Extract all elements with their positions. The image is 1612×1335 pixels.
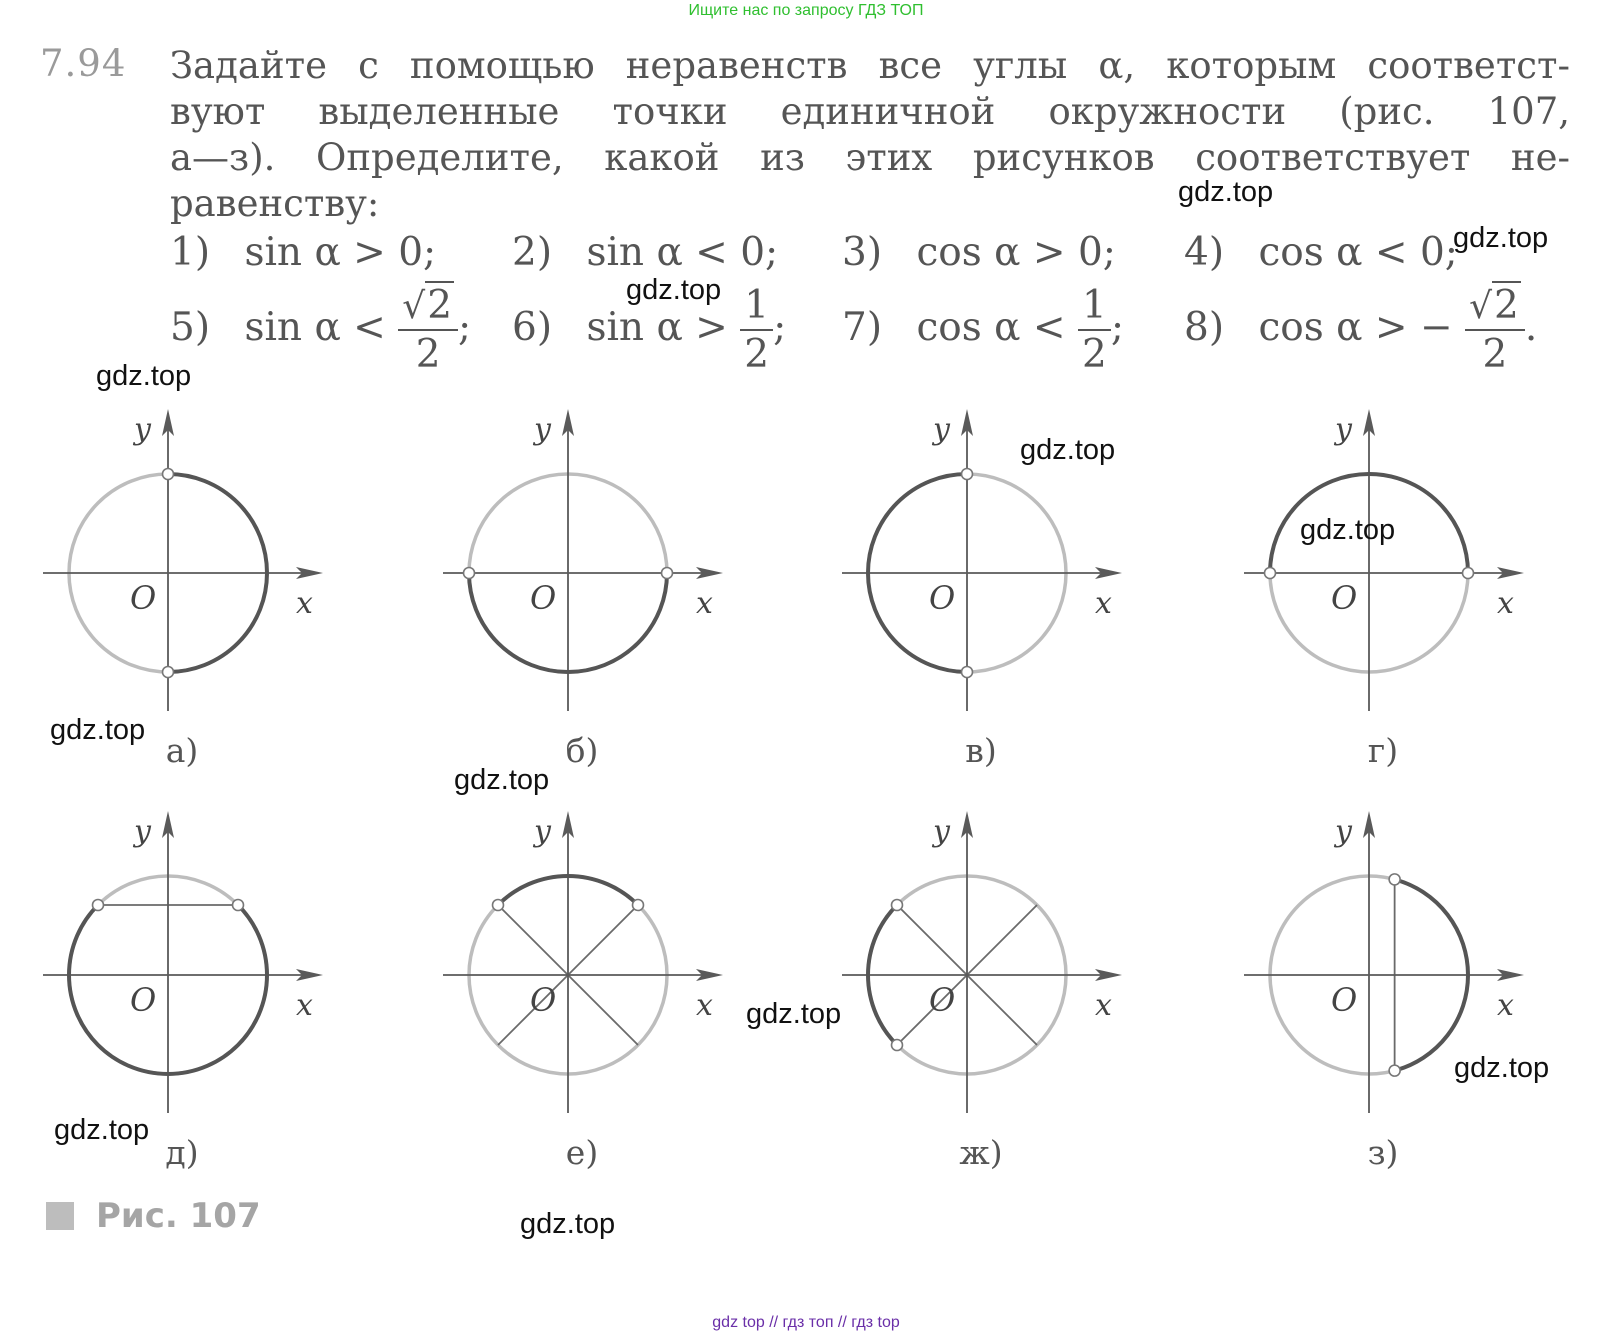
inequality-5-lhs: sin α <: [244, 305, 386, 350]
watermark: gdz.top: [1020, 434, 1116, 466]
origin-label: O: [130, 579, 157, 617]
inequality-1: [170, 230, 436, 275]
inequality-8-sqrt: 2: [1494, 283, 1519, 328]
problem-text-line-2: вуют выделенные точки единичной окружности (рис. 107,: [170, 90, 1570, 133]
inequality-8-den: 2: [1482, 332, 1508, 377]
x-axis-label: x: [696, 988, 713, 1023]
y-axis-label: y: [1335, 814, 1352, 849]
inequality-6-fraction: [740, 283, 773, 377]
watermark: gdz.top: [520, 1208, 616, 1240]
subfigure-label: д): [165, 1133, 199, 1172]
inequality-5: [170, 283, 472, 377]
inequality-6-number: 6): [512, 305, 553, 350]
y-axis-label: y: [933, 814, 950, 849]
inequality-4-text: cos α < 0;: [1258, 230, 1458, 275]
y-axis-label: y: [534, 814, 551, 849]
inequality-2: [512, 230, 778, 275]
subfigure-label: з): [1367, 1133, 1399, 1172]
origin-label: O: [929, 579, 956, 617]
inequality-7-fraction: [1078, 283, 1111, 377]
origin-label: O: [1331, 981, 1358, 1019]
x-axis-label: x: [1497, 988, 1514, 1023]
inequality-1-text: sin α > 0;: [244, 230, 437, 275]
endpoint-marker: [662, 568, 673, 579]
inequality-1-number: 1): [170, 230, 211, 275]
endpoint-marker: [492, 899, 503, 910]
subfigure-label: ж): [959, 1133, 1003, 1172]
inequality-7-end: ;: [1110, 305, 1124, 350]
y-axis-label: y: [134, 814, 151, 849]
watermark: gdz.top: [454, 764, 550, 796]
x-axis-label: x: [296, 988, 313, 1023]
y-axis-label: y: [134, 412, 151, 447]
figure-caption-text: Рис. 107: [96, 1196, 261, 1236]
figure-caption: [46, 1196, 261, 1236]
watermark: gdz.top: [746, 998, 842, 1030]
watermark: gdz.top: [1454, 1052, 1550, 1084]
endpoint-marker: [962, 469, 973, 480]
endpoint-marker: [1389, 1065, 1400, 1076]
inequality-8-fraction: $\frac{√2}{2}$: [1465, 286, 1525, 374]
inequality-8-end: .: [1524, 305, 1538, 350]
problem-text-line-4: равенству:: [170, 182, 380, 225]
problem-number: 7.94: [40, 42, 127, 85]
origin-label: O: [530, 579, 557, 617]
x-axis-label: x: [1497, 586, 1514, 621]
watermark: gdz.top: [54, 1114, 150, 1146]
watermark: gdz.top: [1453, 222, 1549, 254]
inequality-6-end: ;: [773, 305, 787, 350]
problem-text-line-1: Задайте с помощью неравенств все углы α, которым соответст-: [170, 44, 1570, 87]
unit-circle-diagram: [1229, 805, 1549, 1165]
endpoint-marker: [233, 899, 244, 910]
endpoint-marker: [962, 667, 973, 678]
watermark: gdz.top: [50, 714, 146, 746]
inequality-5-number: 5): [170, 305, 211, 350]
inequality-6-num: 1: [740, 286, 773, 331]
x-axis-label: x: [696, 586, 713, 621]
endpoint-marker: [1389, 874, 1400, 885]
unit-circle-diagram: [28, 805, 348, 1165]
inequality-3-number: 3): [842, 230, 883, 275]
inequality-4: [1184, 230, 1458, 275]
inequality-8-number: 8): [1184, 305, 1225, 350]
endpoint-marker: [163, 469, 174, 480]
endpoint-marker: [92, 899, 103, 910]
inequality-5-end: ;: [458, 305, 472, 350]
watermark: gdz.top: [626, 274, 722, 306]
inequality-7-den: 2: [1082, 332, 1107, 377]
inequality-7-lhs: cos α <: [916, 305, 1066, 350]
unit-circle-diagram: [827, 805, 1147, 1165]
endpoint-marker: [1265, 568, 1276, 579]
inequality-8-lhs: cos α > −: [1258, 305, 1453, 350]
origin-label: O: [130, 981, 157, 1019]
watermark: gdz.top: [1178, 176, 1274, 208]
subfigure-label: в): [965, 731, 997, 770]
inequality-3-text: cos α > 0;: [916, 230, 1116, 275]
origin-label: O: [1331, 579, 1358, 617]
unit-circle-diagram: [428, 805, 748, 1165]
watermark: gdz.top: [1300, 514, 1396, 546]
inequality-8: [1184, 283, 1538, 377]
inequality-2-number: 2): [512, 230, 553, 275]
inequality-6-lhs: sin α >: [586, 305, 728, 350]
subfigure-label: г): [1367, 731, 1399, 770]
inequality-4-number: 4): [1184, 230, 1225, 275]
inequality-7-num: 1: [1078, 286, 1111, 331]
top-banner[interactable]: Ищите нас по запросу ГДЗ ТОП: [688, 2, 924, 19]
inequality-6-den: 2: [744, 332, 770, 377]
subfigure-label: б): [565, 731, 599, 770]
x-axis-label: x: [1095, 988, 1112, 1023]
origin-label: O: [929, 981, 956, 1019]
bottom-banner[interactable]: gdz top // гдз топ // гдз top: [712, 1314, 900, 1331]
problem-text-line-3: а—з). Определите, какой из этих рисунков соответствует не-: [170, 136, 1570, 179]
inequality-7: [842, 283, 1124, 377]
x-axis-label: x: [296, 586, 313, 621]
y-axis-label: y: [1335, 412, 1352, 447]
y-axis-label: y: [933, 412, 950, 447]
endpoint-marker: [891, 899, 902, 910]
inequality-5-den: 2: [415, 332, 441, 377]
subfigure-label: е): [565, 1133, 599, 1172]
endpoint-marker: [891, 1040, 902, 1051]
endpoint-marker: [633, 899, 644, 910]
endpoint-marker: [464, 568, 475, 579]
inequality-3: [842, 230, 1116, 275]
origin-label: O: [530, 981, 557, 1019]
y-axis-label: y: [534, 412, 551, 447]
x-axis-label: x: [1095, 586, 1112, 621]
unit-circle-diagram: [28, 403, 348, 763]
unit-circle-diagram: [1229, 403, 1549, 763]
endpoint-marker: [163, 667, 174, 678]
inequality-2-text: sin α < 0;: [586, 230, 779, 275]
inequality-5-fraction: $\frac{√2}{2}$: [398, 286, 458, 374]
inequality-5-sqrt: 2: [427, 283, 453, 328]
inequality-7-number: 7): [842, 305, 883, 350]
watermark: gdz.top: [96, 360, 192, 392]
subfigure-label: а): [165, 731, 199, 770]
endpoint-marker: [1463, 568, 1474, 579]
unit-circle-diagram: [428, 403, 748, 763]
